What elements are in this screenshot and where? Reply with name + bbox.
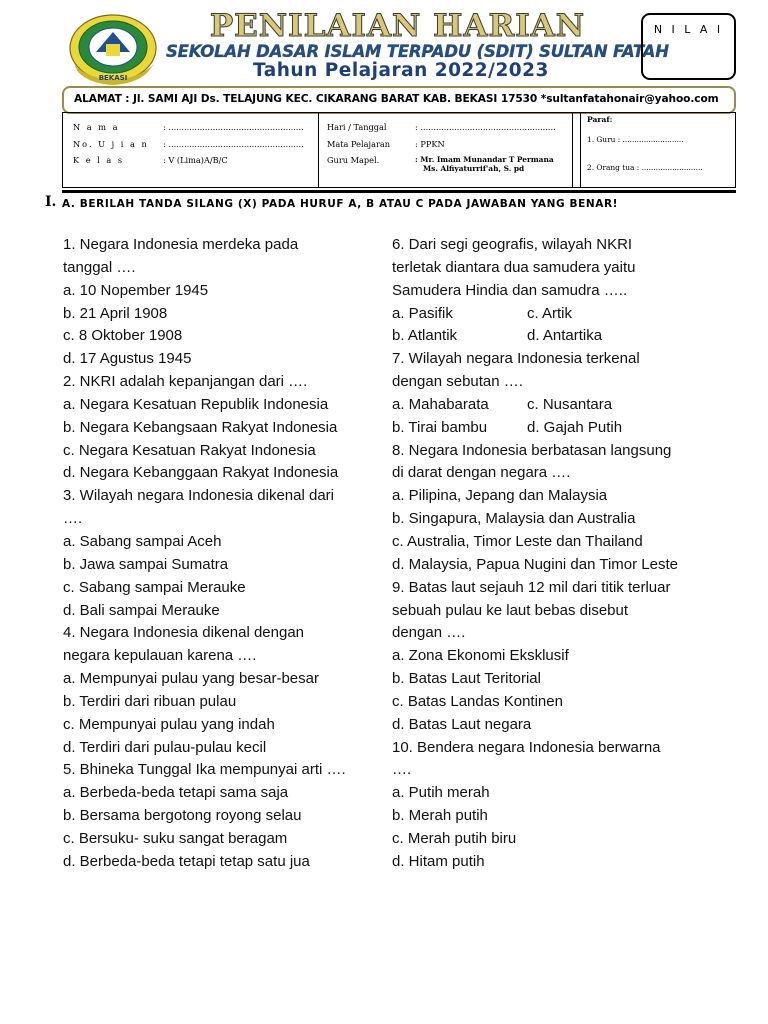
- page-title: PENILAIAN HARIAN: [209, 8, 586, 44]
- address-text: ALAMAT : Jl. SAMI AJI Ds. TELAJUNG KEC. CIKARANG BARAT KAB. BEKASI 17530 *sultanfatahonair@yahoo.com: [74, 93, 719, 105]
- questions-right-column: [392, 234, 678, 874]
- answer-option[interactable]: b. Tirai bambu: [392, 418, 488, 436]
- answer-option[interactable]: d. Gajah Putih: [527, 418, 623, 436]
- answer-option[interactable]: b. 21 April 1908: [63, 304, 168, 322]
- header-divider: [62, 190, 736, 193]
- answer-option[interactable]: b. Batas Laut Teritorial: [392, 670, 541, 688]
- answer-option[interactable]: a. 10 Nopember 1945: [63, 281, 209, 299]
- answer-option[interactable]: c. Australia, Timor Leste dan Thailand: [392, 532, 643, 550]
- answer-option[interactable]: c. Merah putih biru: [392, 829, 517, 847]
- student-info-table: [62, 112, 736, 188]
- parent-signature-field[interactable]: 2. Orang tua : ..........................: [587, 163, 703, 172]
- answer-option[interactable]: c. 8 Oktober 1908: [63, 327, 183, 345]
- question-line: 9. Batas laut sejauh 12 mil dari titik terluar: [392, 578, 671, 596]
- answer-option[interactable]: b. Singapura, Malaysia dan Australia: [392, 510, 636, 528]
- exam-number-label: No. U j i a n: [73, 139, 149, 149]
- score-box[interactable]: [641, 13, 736, 80]
- class-value: : V (Lima)A/B/C: [163, 155, 228, 165]
- question-line: 6. Dari segi geografis, wilayah NKRI: [392, 236, 633, 253]
- answer-option[interactable]: d. 17 Agustus 1945: [63, 350, 192, 368]
- subject-info-cell: [319, 113, 573, 187]
- subject-label: Mata Pelajaran: [327, 139, 391, 149]
- teacher-name-1: : Mr. Imam Munandar T Permana: [415, 155, 554, 164]
- answer-option[interactable]: d. Hitam putih: [392, 852, 485, 870]
- question-line: 4. Negara Indonesia dikenal dengan: [63, 624, 305, 642]
- exam-number-field[interactable]: : ....................................................: [163, 139, 304, 149]
- answer-option[interactable]: c. Batas Landas Kontinen: [392, 692, 563, 710]
- answer-option[interactable]: a. Putih merah: [392, 784, 490, 802]
- score-label: N I L A I: [653, 23, 724, 36]
- class-label: K e l a s: [73, 155, 125, 165]
- answer-option[interactable]: b. Merah putih: [392, 807, 488, 825]
- answer-option[interactable]: c. Artik: [527, 304, 573, 322]
- section-number: I.: [45, 194, 57, 210]
- answer-option[interactable]: d. Negara Kebanggaan Rakyat Indonesia: [63, 464, 339, 482]
- address-box: [62, 86, 736, 114]
- date-label: Hari / Tanggal: [327, 122, 387, 132]
- question-line: di darat dengan negara ….: [392, 464, 571, 482]
- question-line: 10. Bendera negara Indonesia berwarna: [392, 738, 661, 756]
- answer-option[interactable]: c. Sabang sampai Merauke: [63, 578, 246, 596]
- teacher-name-2: Ms. Alfiyaturrif'ah, S. pd: [423, 164, 525, 173]
- question-line: 2. NKRI adalah kepanjangan dari ….: [63, 373, 308, 391]
- answer-option[interactable]: d. Bali sampai Merauke: [63, 601, 220, 619]
- answer-option[interactable]: d. Antartika: [527, 327, 603, 345]
- question-line: 8. Negara Indonesia berbatasan langsung: [392, 441, 672, 459]
- question-line: dengan ….: [392, 624, 466, 642]
- answer-option-row: [392, 325, 678, 348]
- question-line: ….: [392, 761, 412, 779]
- answer-option[interactable]: b. Negara Kebangsaan Rakyat Indonesia: [63, 418, 338, 436]
- answer-option[interactable]: a. Negara Kesatuan Republik Indonesia: [63, 395, 329, 413]
- answer-option[interactable]: d. Batas Laut negara: [392, 715, 532, 733]
- answer-option[interactable]: a. Pasifik: [392, 304, 453, 322]
- answer-option[interactable]: a. Zona Ekonomi Eksklusif: [392, 647, 569, 665]
- name-field[interactable]: : ....................................................: [163, 122, 304, 132]
- academic-year: Tahun Pelajaran 2022/2023: [253, 60, 549, 81]
- answer-option[interactable]: a. Mempunyai pulau yang besar-besar: [63, 670, 319, 688]
- answer-option[interactable]: d. Malaysia, Papua Nugini dan Timor Leste: [392, 555, 678, 573]
- subject-value: : PPKN: [415, 139, 445, 149]
- question-line: ….: [63, 510, 83, 528]
- questions-left-column: [63, 234, 346, 874]
- answer-option[interactable]: b. Bersama bergotong royong selau: [63, 807, 302, 825]
- date-field[interactable]: : ....................................................: [415, 122, 556, 132]
- signature-label: Paraf:: [587, 115, 613, 124]
- name-label: N a m a: [73, 122, 120, 132]
- answer-option-row: [392, 417, 678, 440]
- answer-option[interactable]: d. Berbeda-beda tetapi tetap satu jua: [63, 852, 310, 870]
- question-line: 1. Negara Indonesia merdeka pada: [63, 236, 299, 253]
- answer-option[interactable]: d. Terdiri dari pulau-pulau kecil: [63, 738, 267, 756]
- answer-option-row: [392, 303, 678, 326]
- answer-option[interactable]: a. Sabang sampai Aceh: [63, 532, 222, 550]
- teacher-label: Guru Mapel.: [327, 155, 380, 165]
- student-info-cell: [63, 113, 319, 187]
- answer-option[interactable]: b. Atlantik: [392, 327, 458, 345]
- question-line: dengan sebutan ….: [392, 373, 523, 391]
- question-line: 7. Wilayah negara Indonesia terkenal: [392, 350, 640, 368]
- answer-option[interactable]: b. Jawa sampai Sumatra: [63, 555, 229, 573]
- school-name: SEKOLAH DASAR ISLAM TERPADU (SDIT) SULTAN FATAH: [166, 42, 669, 61]
- answer-option[interactable]: c. Nusantara: [527, 395, 613, 413]
- answer-option[interactable]: a. Mahabarata: [392, 395, 489, 413]
- signature-cell: [581, 113, 737, 187]
- question-line: terletak diantara dua samudera yaitu: [392, 258, 636, 276]
- answer-option[interactable]: c. Negara Kesatuan Rakyat Indonesia: [63, 441, 316, 459]
- answer-option[interactable]: a. Berbeda-beda tetapi sama saja: [63, 784, 289, 802]
- question-line: sebuah pulau ke laut bebas disebut: [392, 601, 629, 619]
- answer-option-row: [392, 394, 678, 417]
- logo-text: BEKASI: [98, 74, 128, 82]
- question-line: negara kepulauan karena ….: [63, 647, 257, 665]
- question-line: 5. Bhineka Tunggal Ika mempunyai arti ….: [63, 761, 346, 779]
- question-line: 3. Wilayah negara Indonesia dikenal dari: [63, 487, 335, 505]
- school-logo: [66, 12, 164, 86]
- answer-option[interactable]: b. Terdiri dari ribuan pulau: [63, 692, 237, 710]
- table-divider: [573, 113, 581, 187]
- answer-option[interactable]: c. Bersuku- suku sangat beragam: [63, 829, 288, 847]
- answer-option[interactable]: a. Pilipina, Jepang dan Malaysia: [392, 487, 608, 505]
- section-instruction: A. BERILAH TANDA SILANG (X) PADA HURUF A, B ATAU C PADA JAWABAN YANG BENAR!: [62, 198, 619, 210]
- question-line: Samudera Hindia dan samudra …..: [392, 281, 628, 299]
- answer-option[interactable]: c. Mempunyai pulau yang indah: [63, 715, 275, 733]
- question-line: tanggal ….: [63, 258, 136, 276]
- teacher-signature-field[interactable]: 1. Guru : ..........................: [587, 135, 684, 144]
